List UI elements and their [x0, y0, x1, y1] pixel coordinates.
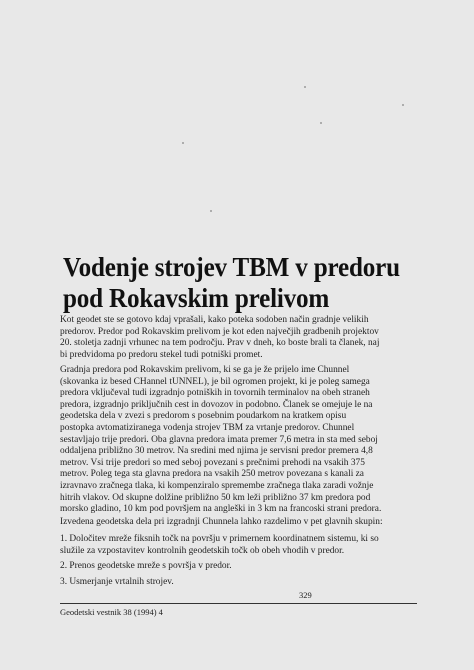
scan-speck [182, 142, 184, 144]
footer-rule [60, 603, 417, 604]
text-line: Izvedena geodetska dela pri izgradnji Chunnela lahko razdelimo v pet glavnih skupin: [60, 517, 383, 527]
text-line: služile za vzpostavitev kontrolnih geodetskih točk ob obeh vhodih v predor. [60, 545, 345, 556]
list-item [60, 577, 174, 589]
article-title-line: Vodenje strojev TBM v predoru [63, 252, 400, 282]
text-line: sestavljajo trije predori. Oba glavna predora imata premer 7,6 metra in sta med seboj [60, 434, 378, 445]
text-line: predora, izgradnjo priključnih cest in dovozov in podobno. Članek se omejuje le na [60, 399, 373, 410]
text-line: morsko gladino, 10 km pod površjem na angleški in 3 km na francoski strani predora. [60, 504, 382, 515]
article-title [63, 252, 400, 314]
scan-speck [304, 86, 306, 88]
text-line: 3. Usmerjanje vrtalnih strojev. [60, 577, 174, 587]
scan-speck [210, 210, 212, 212]
text-line: bi predvidoma po predoru stekel tudi potniški promet. [60, 349, 263, 360]
text-line: 2. Prenos geodetske mreže s površja v predor. [60, 561, 232, 571]
text-line: postopka avtomatiziranega vodenja strojev TBM za vrtanje predorov. Chunnel [60, 422, 355, 433]
text-line: metrov. Poleg tega sta glavna predora na vsakih 250 metrov povezana s kanali za [60, 469, 364, 480]
intro-paragraph [60, 315, 379, 361]
text-line: (skovanka iz besed CHannel tUNNEL), je bil ogromen projekt, ki je poleg samega [60, 376, 370, 387]
text-line: 1. Določitev mreže fiksnih točk na površju v primernem koordinatnem sistemu, ki so [60, 534, 379, 544]
list-item [60, 561, 232, 573]
page-number: 329 [299, 590, 312, 600]
text-line: metrov. Vsi trije predori so med seboj povezani s prečnimi prehodi na vsakih 375 [60, 457, 365, 468]
scan-speck [402, 104, 404, 106]
text-line: oddaljena približno 30 metrov. Na sredini med njima je servisni predor premera 4,8 [60, 446, 373, 457]
scan-speck [320, 122, 322, 124]
text-line: Kot geodet ste se gotovo kdaj vprašali, kako poteka sodoben način gradnje velikih [60, 315, 369, 325]
journal-citation: Geodetski vestnik 38 (1994) 4 [60, 607, 163, 617]
text-line: hitrih vlakov. Od skupne dolžine približno 50 km leži približno 37 km predora pod [60, 492, 371, 503]
body-paragraph [60, 365, 381, 516]
article-title-line: pod Rokavskim prelivom [63, 283, 330, 313]
text-line: Gradnja predora pod Rokavskim prelivom, ki se ga je že prijelo ime Chunnel [60, 365, 350, 375]
text-line: izravnavo zračnega tlaka, ki kompenziralo spremembe zračnega tlaka zaradi vožnje [60, 480, 374, 491]
text-line: geodetska dela v zvezi s predorom s posebnim poudarkom na kratkem opisu [60, 411, 347, 422]
text-line: predorov. Predor pod Rokavskim prelivom je kot eden največjih gradbenih projektov [60, 326, 379, 337]
text-line: predora vključeval tudi izgradnjo potniških in tovornih terminalov na obeh straneh [60, 388, 370, 399]
text-line: 20. stoletja zadnji vrhunec na tem področju. Prav v dneh, ko boste brali ta članek, naj [60, 338, 380, 349]
list-item [60, 534, 379, 557]
list-intro-paragraph [60, 517, 383, 529]
